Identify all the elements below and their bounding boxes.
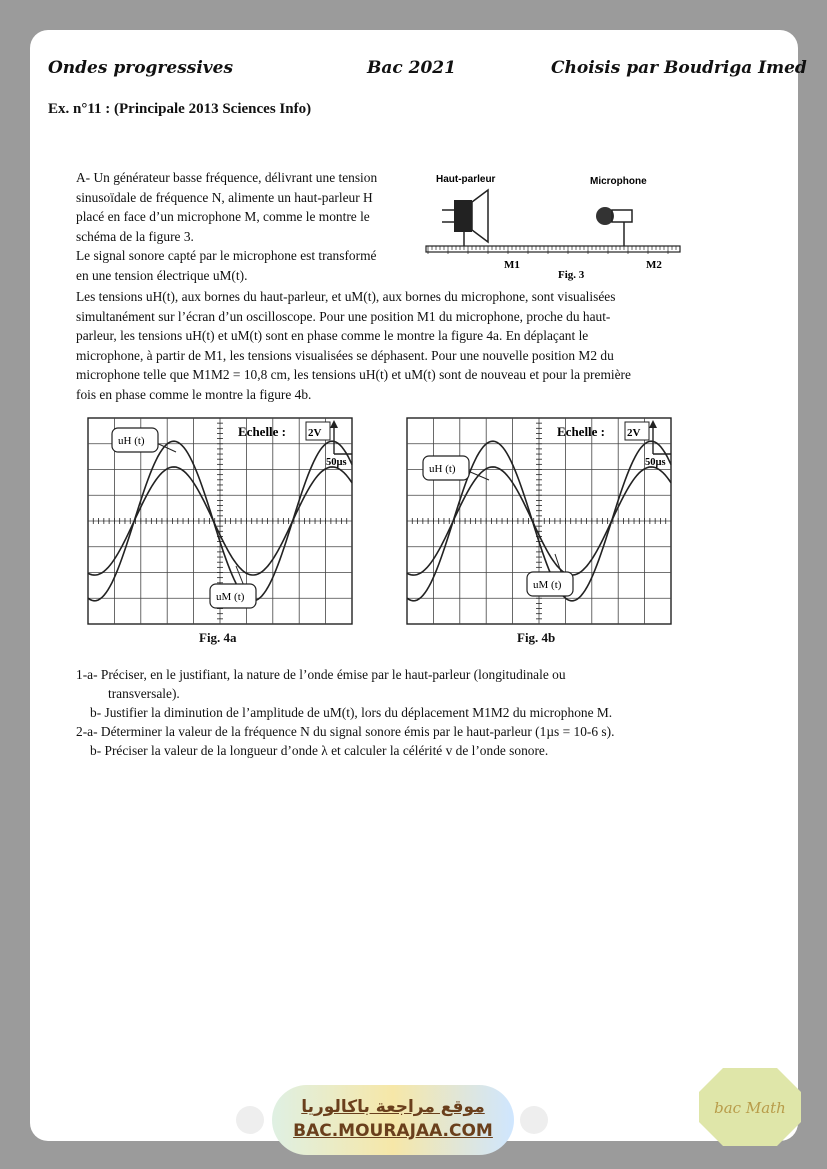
- intro-line-2: sinusoïdale de fréquence N, alimente un haut-parleur H: [76, 189, 373, 205]
- echelle-label: Echelle :: [557, 424, 606, 439]
- speaker-icon: [442, 190, 488, 246]
- question-2b: b- Préciser la valeur de la longueur d’onde λ et calculer la célérité v de l’onde sonore.: [90, 743, 549, 758]
- oscilloscope-4b: [405, 416, 673, 626]
- tscale-label: 50µs: [326, 457, 347, 468]
- fig4a-caption: Fig. 4a: [199, 630, 237, 645]
- para-line-5: microphone telle que M1M2 = 10,8 cm, les tensions uH(t) et uM(t) sont de nouveau et pour la première: [76, 367, 631, 383]
- intro-line-4: schéma de la figure 3.: [76, 228, 194, 244]
- header-year: Bac 2021: [367, 58, 456, 78]
- para-line-4: microphone, à partir de M1, les tensions visualisées se déphasent. Pour une nouvelle position M2 du: [76, 347, 614, 363]
- exercise-title: Ex. n°11 : (Principale 2013 Sciences Info): [48, 101, 312, 117]
- fig4b-caption: Fig. 4b: [517, 630, 556, 645]
- site-url-link[interactable]: BAC.MOURAJAA.COM: [293, 1121, 493, 1141]
- fig3-caption: Fig. 3: [558, 269, 585, 281]
- echelle-label: Echelle :: [238, 424, 287, 439]
- intro-line-5: Le signal sonore capté par le microphone est transformé: [76, 248, 377, 264]
- tscale-label: 50µs: [645, 457, 666, 468]
- figure-3-setup: [424, 170, 684, 282]
- para-line-2: simultanément sur l’écran d’un oscilloscope. Pour une position M1 du microphone, proche du haut-: [76, 308, 611, 324]
- header-topic: Ondes progressives: [48, 58, 234, 78]
- para-line-6: fois en phase comme le montre la figure 4b.: [76, 386, 312, 402]
- question-1b: b- Justifier la diminution de l’amplitude de uM(t), lors du déplacement M1M2 du microphone M.: [90, 705, 613, 720]
- intro-line-6: en une tension électrique uM(t).: [76, 267, 248, 283]
- intro-line-3: placé en face d’un microphone M, comme le montre le: [76, 209, 370, 225]
- main-paragraph: [76, 287, 686, 405]
- intro-text: [76, 168, 416, 286]
- oscilloscope-4a: [86, 416, 354, 626]
- uM-label: uM (t): [216, 591, 245, 603]
- vscale-label: 2V: [627, 427, 641, 439]
- para-line-3: parleur, les tensions uH(t) et uM(t) sont en phase comme le montre la figure 4a. En déplaçant le: [76, 328, 589, 344]
- question-2a: 2-a- Déterminer la valeur de la fréquence N du signal sonore émis par le haut-parleur (1µs = 10-6 s).: [76, 724, 615, 739]
- intro-line-1: A- Un générateur basse fréquence, délivrant une tension: [76, 170, 378, 185]
- question-1a: 1-a- Préciser, en le justifiant, la nature de l’onde émise par le haut-parleur (longitudinale ou: [76, 667, 566, 682]
- bac-math-logo-text: bac Math: [714, 1099, 786, 1117]
- question-1a-cont: transversale).: [108, 686, 180, 701]
- bac-math-logo: [697, 1066, 803, 1148]
- fig3-m2-label: M2: [646, 259, 662, 271]
- para-line-1: Les tensions uH(t), aux bornes du haut-parleur, et uM(t), aux bornes du microphone, sont visualisées: [76, 289, 616, 304]
- fig3-microphone-label: Microphone: [590, 176, 647, 187]
- fig3-haut-parleur-label: Haut-parleur: [436, 174, 496, 185]
- uH-label: uH (t): [118, 435, 145, 447]
- site-arabic-name[interactable]: موقع مراجعة باكالوريا: [301, 1097, 485, 1117]
- uH-label: uH (t): [429, 463, 456, 475]
- microphone-icon: [596, 207, 632, 246]
- fig3-m1-label: M1: [504, 259, 520, 271]
- right-site-logo: [520, 1106, 548, 1134]
- vscale-label: 2V: [308, 427, 322, 439]
- uM-label: uM (t): [533, 579, 562, 591]
- site-badge[interactable]: [272, 1085, 514, 1155]
- questions: [76, 665, 686, 760]
- left-site-logo: [236, 1106, 264, 1134]
- header-author: Choisis par Boudriga Imed: [551, 58, 807, 78]
